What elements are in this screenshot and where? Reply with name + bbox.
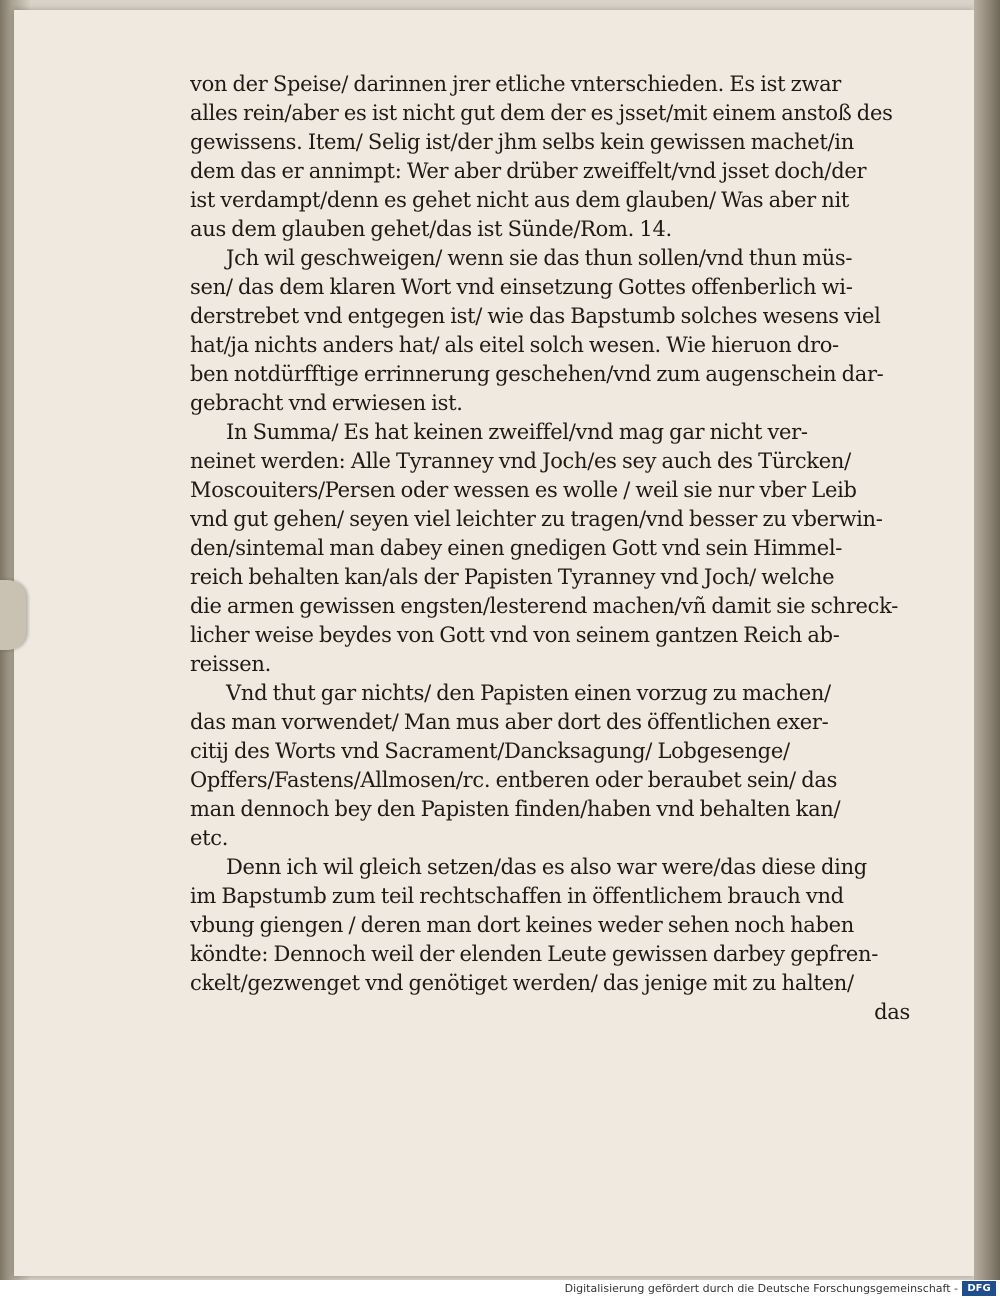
paragraph-start-line: Jch wil geschweigen/ wenn sie das thun sollen/vnd thun müs-: [226, 246, 853, 270]
text-line: im Bapstumb zum teil rechtschaffen in öffentlichem brauch vnd: [190, 884, 844, 908]
text-line: köndte: Dennoch weil der elenden Leute gewissen darbey gepfren-: [190, 942, 879, 966]
text-line: Opffers/Fastens/Allmosen/rc. entberen oder beraubet sein/ das: [190, 768, 838, 792]
text-line: aus dem glauben gehet/das ist Sünde/Rom. 14.: [190, 217, 672, 241]
text-line: ben notdürfftige errinnerung geschehen/vnd zum augenschein dar-: [190, 362, 884, 386]
text-line: vbung giengen / deren man dort keines weder sehen noch haben: [190, 913, 855, 937]
page-text: [190, 70, 910, 1027]
left-page-tab: [0, 580, 26, 650]
text-line: das man vorwendet/ Man mus aber dort des öffentlichen exer-: [190, 710, 829, 734]
text-line: ist verdampt/denn es gehet nicht aus dem glauben/ Was aber nit: [190, 188, 850, 212]
text-line: reich behalten kan/als der Papisten Tyranney vnd Joch/ welche: [190, 565, 835, 589]
right-page-edge: [974, 0, 1000, 1280]
text-line: alles rein/aber es ist nicht gut dem der es jsset/mit einem anstoß des: [190, 101, 893, 125]
text-line: hat/ja nichts anders hat/ als eitel solch wesen. Wie hieruon dro-: [190, 333, 839, 357]
text-line: vnd gut gehen/ seyen viel leichter zu tragen/vnd besser zu vberwin-: [190, 507, 883, 531]
dfg-logo-icon: DFG: [962, 1281, 996, 1296]
text-line: die armen gewissen engsten/lesterend machen/vñ damit sie schreck-: [190, 594, 898, 618]
text-line: man dennoch bey den Papisten finden/haben vnd behalten kan/: [190, 797, 841, 821]
text-line: Moscouiters/Persen oder wessen es wolle / weil sie nur vber Leib: [190, 478, 857, 502]
text-line: citij des Worts vnd Sacrament/Dancksagung/ Lobgesenge/: [190, 739, 790, 763]
paragraph-start-line: Denn ich wil gleich setzen/das es also war were/das diese ding: [226, 855, 867, 879]
text-line: ckelt/gezwenget vnd genötiget werden/ das jenige mit zu halten/: [190, 971, 854, 995]
text-line: dem das er annimpt: Wer aber drüber zweiffelt/vnd jsset doch/der: [190, 159, 867, 183]
text-line: gebracht vnd erwiesen ist.: [190, 391, 463, 415]
text-line: derstrebet vnd entgegen ist/ wie das Bapstumb solches wesens viel: [190, 304, 881, 328]
paragraph-start-line: In Summa/ Es hat keinen zweiffel/vnd mag gar nicht ver-: [226, 420, 808, 444]
text-line: etc.: [190, 826, 229, 850]
digitization-credit: Digitalisierung gefördert durch die Deutsche Forschungsgemeinschaft -: [564, 1282, 958, 1295]
text-line: von der Speise/ darinnen jrer etliche vnterschieden. Es ist zwar: [190, 72, 842, 96]
text-line: licher weise beydes von Gott vnd von seinem gantzen Reich ab-: [190, 623, 840, 647]
text-line: reissen.: [190, 652, 271, 676]
text-line: sen/ das dem klaren Wort vnd einsetzung Gottes offenberlich wi-: [190, 275, 853, 299]
text-line: den/sintemal man dabey einen gnedigen Gott vnd sein Himmel-: [190, 536, 843, 560]
text-line: gewissens. Item/ Selig ist/der jhm selbs kein gewissen machet/in: [190, 130, 854, 154]
catchword: das: [874, 1000, 910, 1024]
paragraph-start-line: Vnd thut gar nichts/ den Papisten einen vorzug zu machen/: [226, 681, 831, 705]
text-line: neinet werden: Alle Tyranney vnd Joch/es sey auch des Türcken/: [190, 449, 851, 473]
